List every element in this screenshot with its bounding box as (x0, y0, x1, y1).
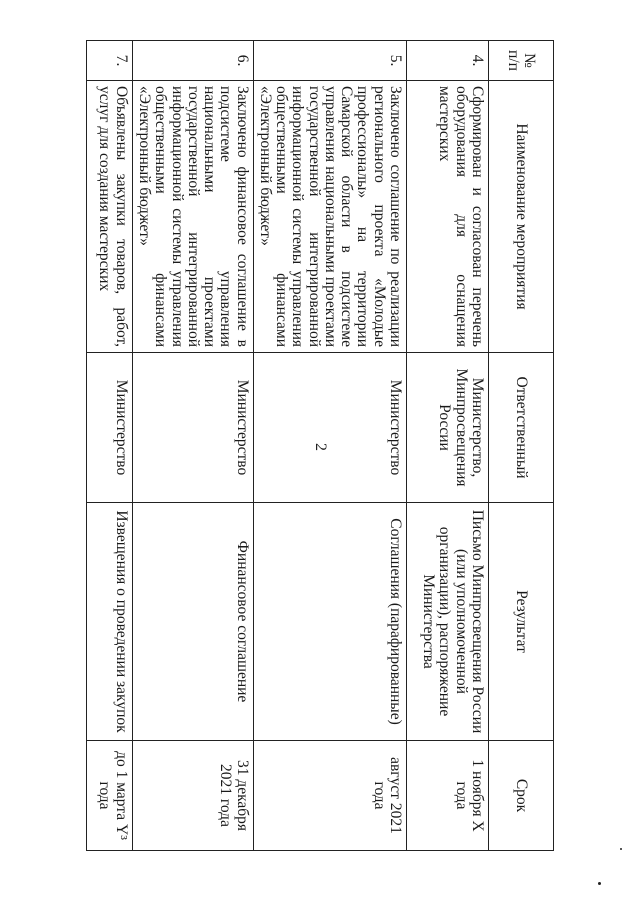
row-result: Извещения о проведении закупок (86, 503, 132, 741)
schedule-table-container (96, 40, 554, 850)
table-header-row (489, 41, 554, 851)
row-deadline: 31 декабря 2021 года (132, 741, 253, 851)
row-responsible: Министерство (132, 353, 253, 503)
row-result: Финансовое соглашение (132, 503, 253, 741)
table-row (253, 41, 406, 851)
row-deadline: 1 ноября Х года (407, 741, 489, 851)
row-deadline: до 1 марта Y³ года (86, 741, 132, 851)
scan-speck (620, 848, 622, 850)
table-row (132, 41, 253, 851)
row-name: Заключено финансовое соглашение в подсистеме управления национальными проектами государственной интегрированной информационной системы управления общественными финансами «Электронный бюджет» (132, 81, 253, 353)
table-row (86, 41, 132, 851)
row-num: 4. (407, 41, 489, 81)
row-name: Заключено соглашение по реализации регионального проекта «Молодые профессионалы» на территории Самарской области в подсистеме управления национальными проектами государственной интегрированной информационной системы управления общественными финансами «Электронный бюджет» (253, 81, 406, 353)
row-name: Объявлены закупки товаров, работ, услуг для создания мастерских (86, 81, 132, 353)
row-num: 7. (86, 41, 132, 81)
row-responsible: Министерство, Минпросвещения России (407, 353, 489, 503)
row-result: Письмо Минпросвещения России (или уполномоченной организации), распоряжение Министерства (407, 503, 489, 741)
row-result: Соглашения (парафированные) (253, 503, 406, 741)
row-responsible: Министерство (253, 353, 406, 503)
row-num: 5. (253, 41, 406, 81)
table-row (407, 41, 489, 851)
header-num: № п/п (489, 41, 554, 81)
header-responsible: Ответственный (489, 353, 554, 503)
row-deadline: август 2021 года (253, 741, 406, 851)
row-responsible: Министерство (86, 353, 132, 503)
row-name: Сформирован и согласован перечень оборудования для оснащения мастерских (407, 81, 489, 353)
page-number: 2 (312, 443, 329, 451)
header-deadline: Срок (489, 741, 554, 851)
header-result: Результат (489, 503, 554, 741)
scan-speck (598, 882, 601, 885)
schedule-table (86, 40, 554, 851)
row-num: 6. (132, 41, 253, 81)
header-name: Наименование мероприятия (489, 81, 554, 353)
